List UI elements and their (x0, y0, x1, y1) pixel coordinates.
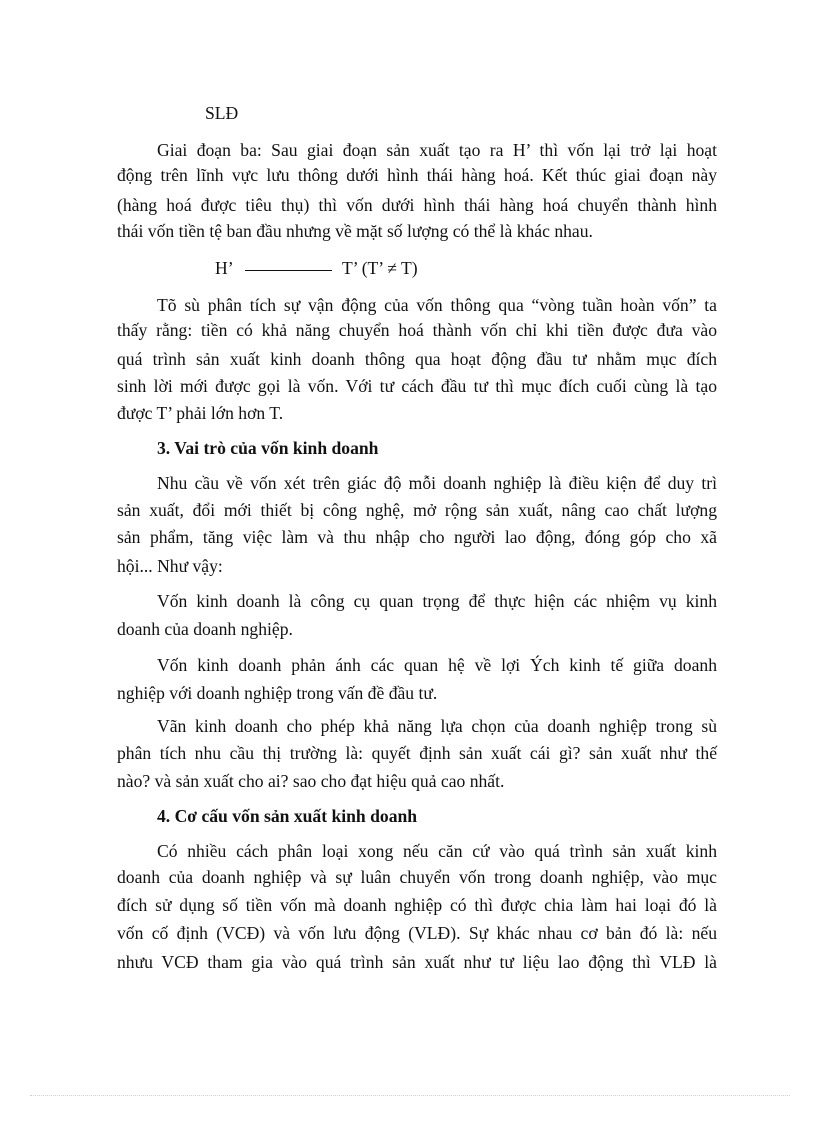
text-line: động trên lĩnh vực lưu thông dưới hình thái hàng hoá. Kết thúc giai đoạn này (117, 165, 717, 185)
text-line: được T’ phải lớn hơn T. (117, 403, 284, 423)
text-line: Có nhiều cách phân loại xong nếu căn cứ vào quá trình sản xuất kinh (157, 841, 717, 861)
text-line: nghiệp với doanh nghiệp trong vấn đề đầu tư. (117, 683, 438, 703)
text-line: SLĐ (205, 103, 239, 123)
formula-left: H’ (215, 258, 234, 278)
page-bottom-divider (30, 1095, 790, 1096)
text-line: sản phẩm, tăng việc làm và thu nhập cho người lao động, đóng góp cho xã (117, 527, 717, 547)
text-line: doanh của doanh nghiệp và sự luân chuyển vốn trong doanh nghiệp, vào mục (117, 867, 717, 887)
text-line: Giai đoạn ba: Sau giai đoạn sản xuất tạo ra H’ thì vốn lại trở lại hoạt (157, 140, 717, 160)
text-line: nào? và sản xuất cho ai? sao cho đạt hiệu quả cao nhất. (117, 771, 505, 791)
text-line: quá trình sản xuất kinh doanh thông qua hoạt động đầu tư nhằm mục đích (117, 349, 717, 369)
formula-arrow-line (245, 270, 332, 271)
text-line: thấy rằng: tiền có khả năng chuyển hoá thành vốn chỉ khi tiền được đưa vào (117, 320, 717, 340)
text-line: thái vốn tiền tệ ban đầu nhưng về mặt số lượng có thể là khác nhau. (117, 221, 593, 241)
text-line: Vốn kinh doanh phản ánh các quan hệ về lợi Ých kinh tế giữa doanh (157, 655, 717, 675)
text-line: sản xuất, đổi mới thiết bị công nghệ, mở rộng sản xuất, nâng cao chất lượng (117, 500, 717, 520)
section-heading: 4. Cơ cấu vốn sản xuất kinh doanh (157, 806, 418, 826)
text-line: nhưu VCĐ tham gia vào quá trình sản xuất như tư liệu lao động thì VLĐ là (117, 952, 717, 972)
section-heading: 3. Vai trò của vốn kinh doanh (157, 438, 379, 458)
text-line: vốn cố định (VCĐ) và vốn lưu động (VLĐ). Sự khác nhau cơ bản đó là: nếu (117, 923, 717, 943)
text-line: (hàng hoá được tiêu thụ) thì vốn dưới hình thái hàng hoá chuyển thành hình (117, 195, 717, 215)
text-line: sinh lời mới được gọi là vốn. Với tư cách đầu tư thì mục đích cuối cùng là tạo (117, 376, 717, 396)
text-line: Vãn kinh doanh cho phép khả năng lựa chọn của doanh nghiệp trong sù (157, 716, 717, 736)
text-line: hội... Như vậy: (117, 556, 223, 576)
text-line: phân tích nhu cầu thị trường là: quyết định sản xuất cái gì? sản xuất như thế (117, 743, 717, 763)
text-line: Tõ sù phân tích sự vận động của vốn thông qua “vòng tuần hoàn vốn” ta (157, 295, 717, 315)
text-line: doanh của doanh nghiệp. (117, 619, 293, 639)
formula-right: T’ (T’ ≠ T) (342, 258, 418, 278)
text-line: đích sử dụng số tiền vốn mà doanh nghiệp có thì được chia làm hai loại đó là (117, 895, 717, 915)
text-line: Vốn kinh doanh là công cụ quan trọng để thực hiện các nhiệm vụ kinh (157, 591, 717, 611)
text-line: Nhu cầu về vốn xét trên giác độ mỗi doanh nghiệp là điều kiện để duy trì (157, 473, 717, 493)
